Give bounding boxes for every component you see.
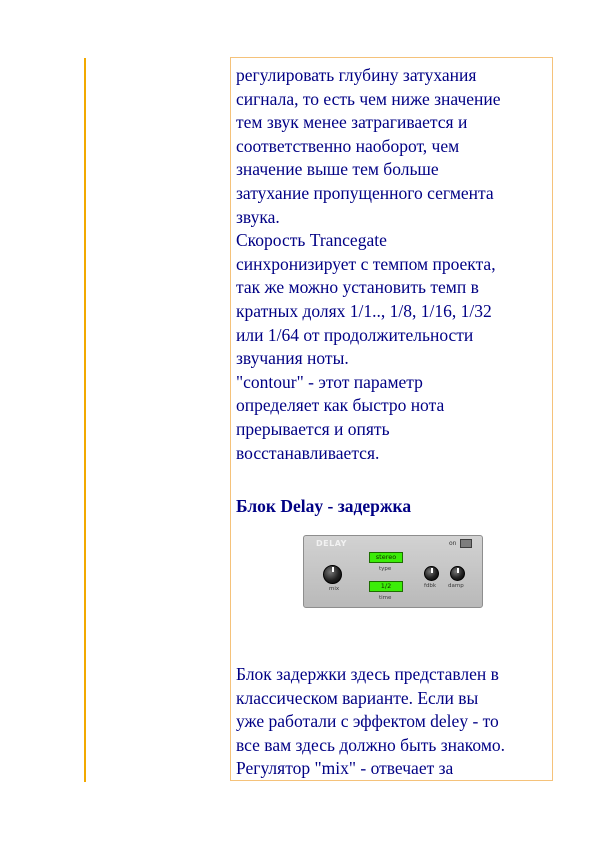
time-display: 1/2	[369, 581, 403, 592]
type-display: stereo	[369, 552, 403, 563]
on-label: on	[449, 540, 457, 547]
delay-panel-title: DELAY	[316, 539, 347, 548]
body-paragraph-trancegate: регулировать глубину затухания сигнала, то есть чем ниже значение тем звук менее затрагивается и соответственно наоборот, чем значение выше тем больше затухание пропущенного сегмента звука. Скорость Trancegate синхронизирует с темпом проекта, так же можно установить темп в кратных долях 1/1.., 1/8, 1/16, 1/32 или 1/64 от продолжительности звучания ноты. "contour" - этот параметр определяет как быстро нота прерывается и опять восстанавливается.	[236, 65, 501, 463]
type-label: type	[379, 566, 392, 572]
damp-label: damp	[448, 583, 464, 589]
on-toggle	[460, 539, 472, 548]
fdbk-label: fdbk	[424, 583, 437, 589]
damp-knob-icon	[450, 566, 465, 581]
feedback-knob-icon	[424, 566, 439, 581]
mix-label: mix	[329, 586, 340, 592]
time-label: time	[379, 595, 392, 601]
section-heading-delay: Блок Delay - задержка	[236, 496, 412, 516]
mix-knob-icon	[323, 565, 342, 584]
body-paragraph-delay: Блок задержки здесь представлен в классическом варианте. Если вы уже работали с эффектом deley - то все вам здесь должно быть знакомо. Регулятор "mix" - отвечает за	[236, 664, 506, 779]
delay-plugin-panel-image	[303, 535, 483, 608]
left-margin-rule	[84, 58, 86, 782]
